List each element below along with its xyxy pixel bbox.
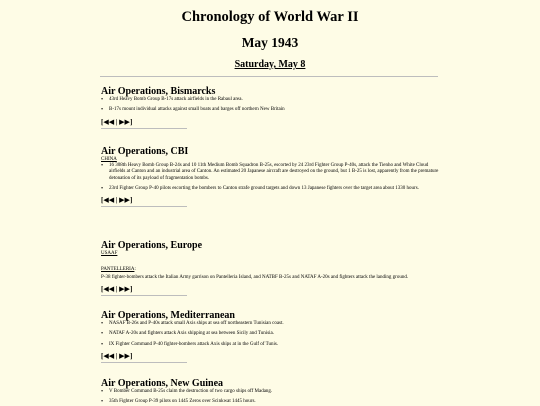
section-heading: Air Operations, Bismarcks bbox=[101, 86, 216, 97]
event-list bbox=[101, 163, 439, 192]
list-item: • NATAF A-20s and fighters attack Axis shipping at sea between Sicily and Tunisia. bbox=[101, 331, 439, 337]
bracket-open: [ bbox=[101, 351, 104, 360]
section-divider bbox=[101, 362, 187, 363]
nav-separator: | bbox=[115, 285, 118, 294]
bracket-close: ] bbox=[129, 117, 133, 126]
section-divider bbox=[101, 128, 187, 129]
first-button[interactable]: ◀◀ bbox=[103, 196, 115, 205]
bracket-open: [ bbox=[101, 117, 104, 126]
section-divider bbox=[101, 295, 187, 296]
bracket-close: ] bbox=[129, 351, 133, 360]
section-bismarcks bbox=[101, 86, 439, 129]
section-heading: Air Operations, New Guinea bbox=[101, 378, 224, 389]
list-item: • NASAF B-26s and P-40s attack small Axis ships at sea off northeastern Tunisian coast. bbox=[101, 321, 439, 327]
header-divider bbox=[100, 76, 438, 77]
last-button[interactable]: ▶▶ bbox=[119, 285, 130, 294]
nav-bar bbox=[101, 351, 439, 360]
month-heading: May 1943 bbox=[241, 35, 299, 50]
section-cbi bbox=[101, 146, 439, 207]
list-item: • 35th Fighter Group P-39 pilots on 1445 Zeros over Scinkwat 1445 hours. bbox=[101, 399, 439, 405]
first-button[interactable]: ◀◀ bbox=[103, 351, 115, 360]
first-button[interactable]: ◀◀ bbox=[103, 117, 115, 126]
bracket-open: [ bbox=[101, 285, 104, 294]
colon: : bbox=[134, 267, 136, 272]
event-text: P-38 fighter-bombers attack the Italian Army garrison on Pantelleria Island, and NATBF B-25s and NATAF A-20s and fighters attack the landing ground. bbox=[101, 275, 409, 280]
bracket-close: ] bbox=[129, 285, 133, 294]
link-pantelleria[interactable]: PANTELLERIA bbox=[101, 267, 135, 272]
last-button[interactable]: ▶▶ bbox=[119, 117, 130, 126]
date-heading: Saturday, May 8 bbox=[234, 59, 306, 70]
section-heading: Air Operations, Mediterranean bbox=[101, 310, 235, 321]
list-item: • 43rd Heavy Bomb Group B-17s attack airfields in the Rabaul area. bbox=[101, 97, 439, 103]
pantelleria-row bbox=[101, 267, 136, 272]
nav-bar bbox=[101, 284, 439, 293]
event-list bbox=[101, 389, 439, 406]
nav-bar bbox=[101, 195, 439, 204]
section-heading: Air Operations, Europe bbox=[101, 240, 203, 251]
list-item: • B-17s mount individual attacks against small boats and barges off northern New Britain bbox=[101, 107, 439, 113]
section-heading: Air Operations, CBI bbox=[101, 146, 189, 157]
section-new-guinea bbox=[101, 378, 439, 406]
link-china[interactable]: CHINA bbox=[101, 157, 117, 162]
nav-separator: | bbox=[115, 351, 118, 360]
last-button[interactable]: ▶▶ bbox=[119, 351, 130, 360]
event-list bbox=[101, 321, 439, 348]
event-list bbox=[101, 97, 439, 114]
list-item: • IX Fighter Command P-40 fighter-bombers attack Axis ships at in the Gulf of Tunis. bbox=[101, 342, 439, 348]
first-button[interactable]: ◀◀ bbox=[103, 285, 115, 294]
section-europe bbox=[101, 240, 439, 296]
nav-separator: | bbox=[115, 196, 118, 205]
list-item: • 16 308th Heavy Bomb Group B-24s and 10 11th Medium Bomb Squadron B-25s, escorted by 24 23rd Fighter Group P-40s, attack the Tienho and White Cloud airfields at Canton and an industrial area of Canton. An estimated 20 Japanese aircraft are destroyed on the ground, but 1 B-25 is lost, apparently from the premature detonation of its payload of fragmentation bombs. bbox=[101, 163, 439, 182]
link-usaaf[interactable]: USAAF bbox=[101, 251, 118, 256]
nav-separator: | bbox=[115, 117, 118, 126]
nav-bar bbox=[101, 117, 439, 126]
list-item: • V Bomber Command B-25s claim the destruction of two cargo ships off Madang. bbox=[101, 389, 439, 395]
last-button[interactable]: ▶▶ bbox=[119, 196, 130, 205]
page-title: Chronology of World War II bbox=[181, 9, 359, 25]
bracket-close: ] bbox=[129, 196, 133, 205]
list-item: • 23rd Fighter Group P-40 pilots escorting the bombers to Canton strafe ground targets and down 13 Japanese fighters over the target area about 1330 hours. bbox=[101, 186, 439, 192]
bracket-open: [ bbox=[101, 196, 104, 205]
section-mediterranean bbox=[101, 310, 439, 363]
section-divider bbox=[101, 206, 187, 207]
